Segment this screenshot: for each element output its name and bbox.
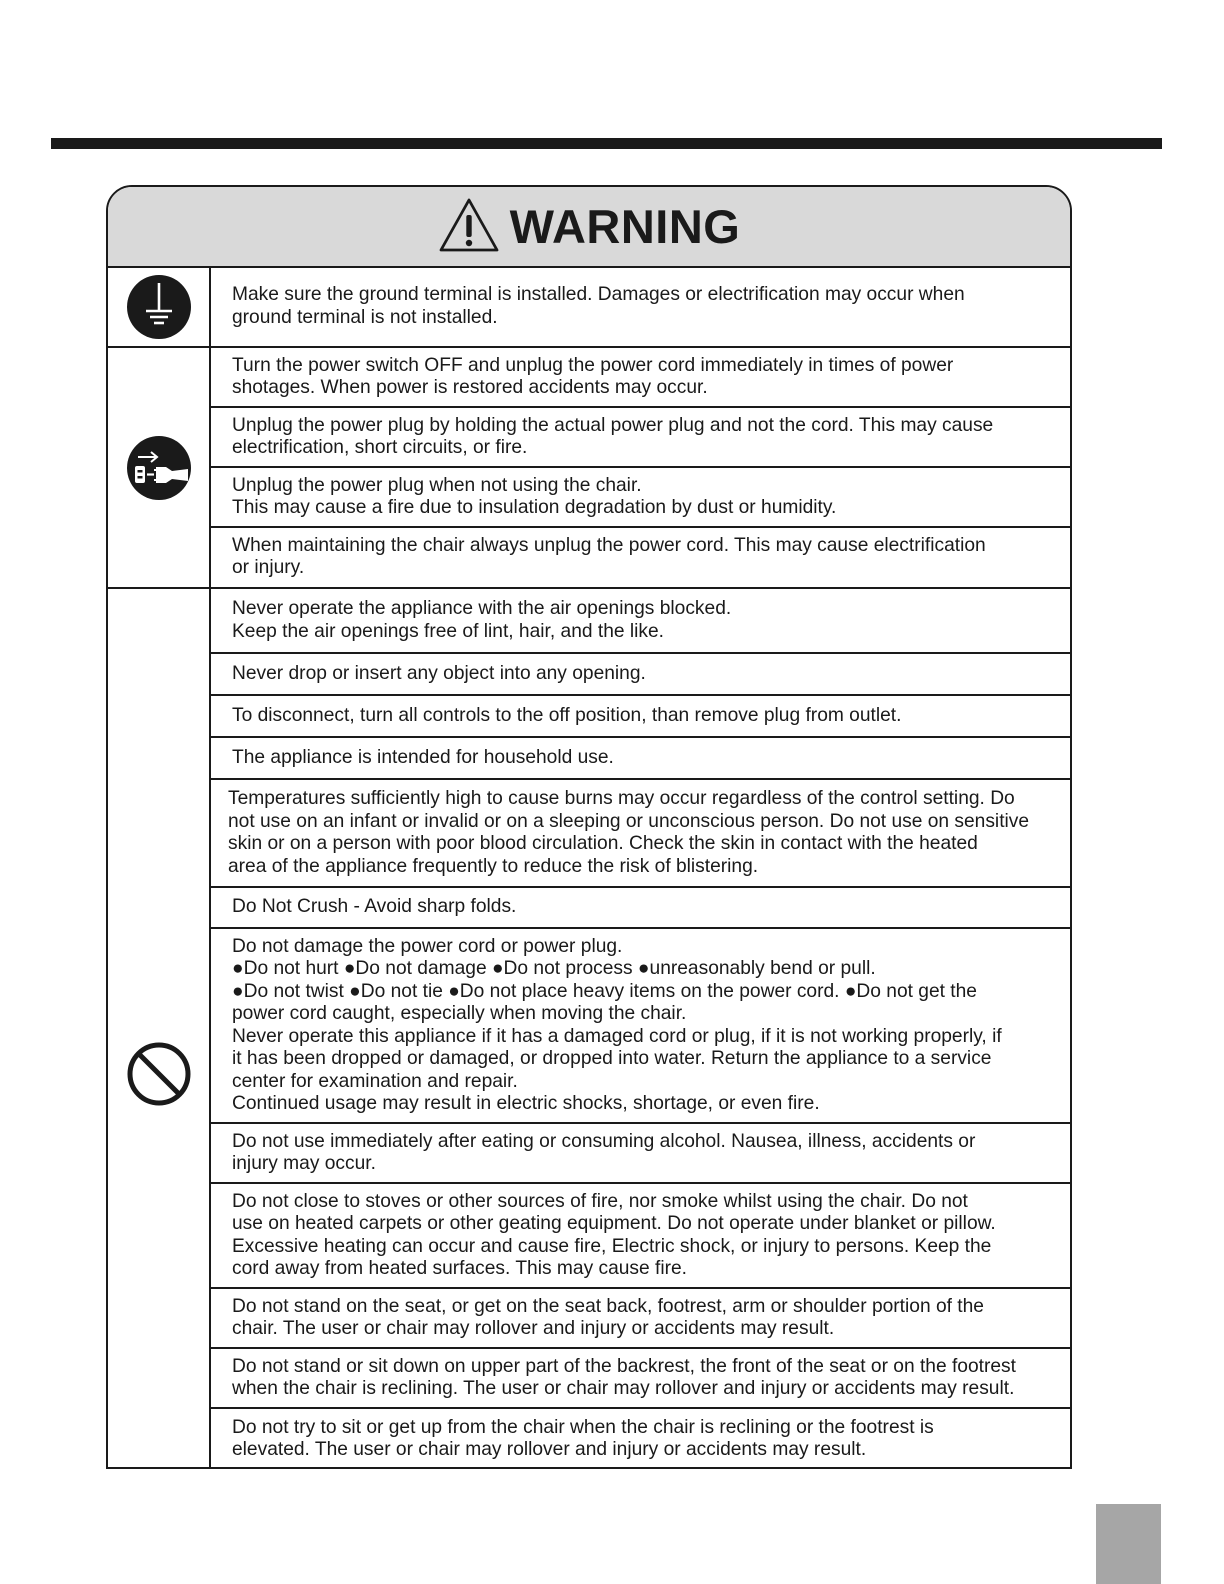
warning-item: Unplug the power plug by holding the actual power plug and not the cord. This may cause electrification, short circuits, or fire.	[211, 408, 1070, 468]
warning-item: Temperatures sufficiently high to cause burns may occur regardless of the control setting. Do not use on an infant or invalid or on a sleeping or unconscious person. Do not use on sensitive skin or on a person with poor blood circulation. Check the skin in contact with the heated area of the appliance frequently to reduce the risk of blistering.	[211, 780, 1070, 888]
warning-item: Do not stand on the seat, or get on the seat back, footrest, arm or shoulder portion of the chair. The user or chair may rollover and injury or accidents may result.	[211, 1289, 1070, 1349]
warning-item: Do Not Crush - Avoid sharp folds.	[211, 888, 1070, 929]
warning-item: Do not stand or sit down on upper part of the backrest, the front of the seat or on the footrest when the chair is reclining. The user or chair may rollover and injury or accidents may result.	[211, 1349, 1070, 1409]
section-unplug	[108, 348, 1070, 589]
warning-item: Never operate the appliance with the air openings blocked. Keep the air openings free of lint, hair, and the like.	[211, 589, 1070, 654]
warning-item: Do not use immediately after eating or consuming alcohol. Nausea, illness, accidents or injury may occur.	[211, 1124, 1070, 1184]
warning-item: Do not damage the power cord or power plug. ●Do not hurt ●Do not damage ●Do not process ●unreasonably bend or pull. ●Do not twist ●Do not tie ●Do not place heavy items on the power cord. ●Do not get the power cord caught, especially when moving the chair. Never operate this appliance if it has a damaged cord or plug, if it is not working properly, if it has been dropped or damaged, or dropped into water. Return the appliance to a service center for examination and repair. Continued usage may result in electric shocks, shortage, or even fire.	[211, 929, 1070, 1124]
warning-title: WARNING	[509, 200, 741, 253]
warning-item: Do not try to sit or get up from the chair when the chair is reclining or the footrest is elevated. The user or chair may rollover and injury or accidents may result.	[232, 1416, 934, 1460]
section-icon-cell	[108, 589, 211, 1469]
unplug-icon	[126, 435, 192, 501]
warning-item: To disconnect, turn all controls to the off position, than remove plug from outlet.	[211, 696, 1070, 738]
warning-item: Do not close to stoves or other sources of fire, nor smoke whilst using the chair. Do not use on heated carpets or other geating equipment. Do not operate under blanket or pillow. Excessive heating can occur and cause fire, Electric shock, or injury to persons. Keep the cord away from heated surfaces. This may cause fire.	[211, 1184, 1070, 1289]
ground-terminal-icon	[126, 274, 192, 340]
warning-header	[108, 187, 1070, 268]
section-ground	[108, 268, 1070, 348]
warning-item: Make sure the ground terminal is installed. Damages or electrification may occur when ground terminal is not installed.	[232, 284, 965, 328]
warning-item: The appliance is intended for household use.	[211, 738, 1070, 780]
warning-item: Turn the power switch OFF and unplug the power cord immediately in times of power shotages. When power is restored accidents may occur.	[211, 348, 1070, 408]
warning-item: When maintaining the chair always unplug the power cord. This may cause electrification or injury.	[232, 534, 986, 578]
prohibited-icon	[126, 1041, 192, 1107]
section-icon-cell	[108, 348, 211, 587]
warning-item: Never drop or insert any object into any opening.	[211, 654, 1070, 696]
section-icon-cell	[108, 268, 211, 346]
warning-box	[106, 185, 1072, 1469]
header-rule	[51, 138, 1162, 149]
warning-item: Unplug the power plug when not using the chair. This may cause a fire due to insulation degradation by dust or humidity.	[211, 468, 1070, 528]
page-tab	[1096, 1504, 1161, 1584]
warning-triangle-icon	[438, 197, 500, 253]
section-prohibited	[108, 589, 1070, 1469]
